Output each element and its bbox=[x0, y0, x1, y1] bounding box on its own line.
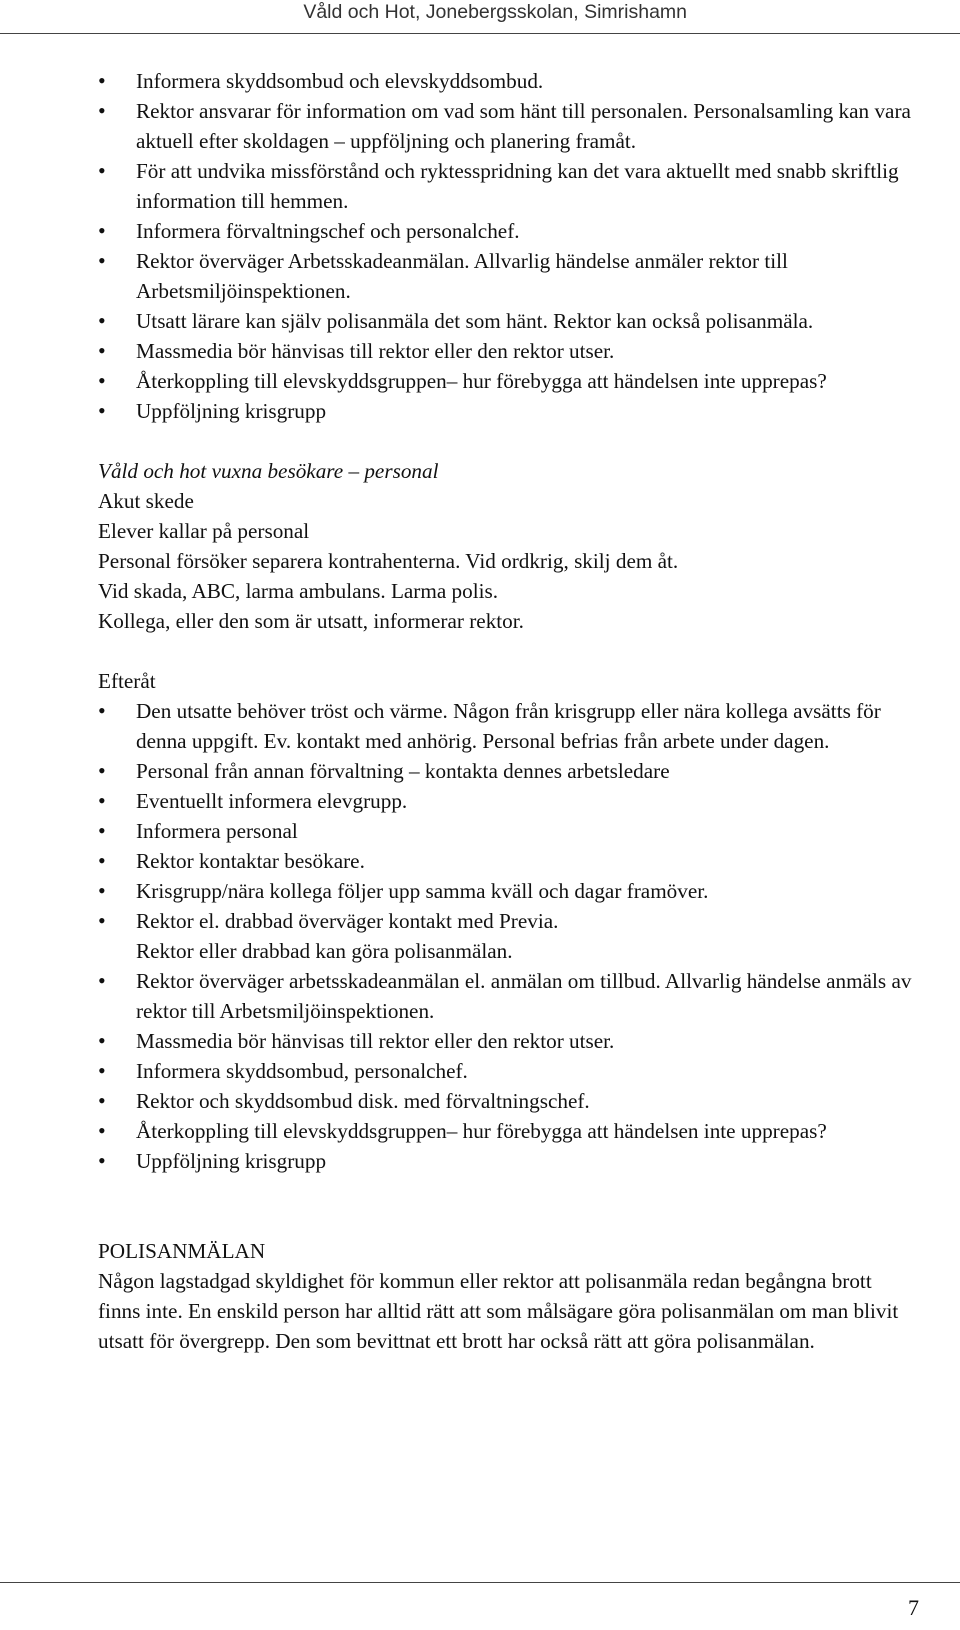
list-item bbox=[98, 906, 918, 966]
list-item: • Rektor och skyddsombud disk. med förvaltningschef. bbox=[98, 1086, 918, 1116]
list-item-text: Rektor ansvarar för information om vad som hänt till personalen. Personalsamling kan vara aktuell efter skoldagen – uppföljning och planering framåt. bbox=[136, 99, 911, 153]
list-item: • Uppföljning krisgrupp bbox=[98, 396, 918, 426]
list-item-text: Rektor eller drabbad kan göra polisanmälan. bbox=[136, 939, 513, 963]
section-heading-polisanmalan: POLISANMÄLAN bbox=[98, 1239, 266, 1263]
list-item bbox=[98, 96, 918, 156]
section2-line: Kollega, eller den som är utsatt, informerar rektor. bbox=[98, 609, 524, 633]
list-item: • Informera personal bbox=[98, 816, 918, 846]
spacer bbox=[98, 636, 918, 666]
page-header bbox=[0, 0, 960, 50]
section3-list bbox=[98, 696, 918, 1176]
list-item: • Uppföljning krisgrupp bbox=[98, 1146, 918, 1176]
header-divider bbox=[0, 33, 960, 34]
list-item: • Krisgrupp/nära kollega följer upp samma kväll och dagar framöver. bbox=[98, 876, 918, 906]
list-item: • Den utsatte behöver tröst och värme. Någon från krisgrupp eller nära kollega avsätts för denna uppgift. Ev. kontakt med anhörig. Personal befrias från arbete under dagen. bbox=[98, 696, 918, 756]
page-number: 7 bbox=[908, 1595, 919, 1620]
document-body bbox=[98, 66, 918, 1356]
running-header-title: Våld och Hot, Jonebergsskolan, Simrishamn bbox=[303, 1, 687, 23]
list-item: • Informera skyddsombud, personalchef. bbox=[98, 1056, 918, 1086]
footer-divider bbox=[0, 1582, 960, 1583]
list-item: • Informera förvaltningschef och personalchef. bbox=[98, 216, 918, 246]
list-item-text: • Rektor el. drabbad överväger kontakt med Previa. bbox=[136, 909, 559, 933]
section2-line: Vid skada, ABC, larma ambulans. Larma polis. bbox=[98, 579, 499, 603]
list-item: • Återkoppling till elevskyddsgruppen– hur förebygga att händelsen inte upprepas? bbox=[98, 1116, 918, 1146]
list-item: • Informera skyddsombud och elevskyddsombud. bbox=[98, 66, 918, 96]
list-item: • Rektor överväger Arbetsskadeanmälan. Allvarlig händelse anmäler rektor till Arbetsmiljöinspektionen. bbox=[98, 246, 918, 306]
spacer bbox=[98, 426, 918, 456]
list-item: • Personal från annan förvaltning – kontakta dennes arbetsledare bbox=[98, 756, 918, 786]
list-item: • Rektor överväger arbetsskadeanmälan el. anmälan om tillbud. Allvarlig händelse anmäls av rektor till Arbetsmiljöinspektionen. bbox=[98, 966, 918, 1026]
polisanmalan-paragraph: Någon lagstadgad skyldighet för kommun eller rektor att polisanmäla redan begångna brott finns inte. En enskild person har alltid rätt att som målsägare göra polisanmälan om man blivit utsatt för övergrepp. Den som bevittnat ett brott har också rätt att göra polisanmälan. bbox=[98, 1269, 899, 1353]
section-heading-vuxna-besokare: Våld och hot vuxna besökare – personal bbox=[98, 459, 439, 483]
section2-line: Elever kallar på personal bbox=[98, 519, 310, 543]
list-item: • Utsatt lärare kan själv polisanmäla det som hänt. Rektor kan också polisanmäla. bbox=[98, 306, 918, 336]
section2-line: Akut skede bbox=[98, 489, 194, 513]
list-item: • Eventuellt informera elevgrupp. bbox=[98, 786, 918, 816]
list-item: • För att undvika missförstånd och ryktesspridning kan det vara aktuellt med snabb skriftlig information till hemmen. bbox=[98, 156, 918, 216]
section-heading-efterat: Efteråt bbox=[98, 669, 156, 693]
spacer bbox=[98, 1176, 918, 1236]
list-item: • Massmedia bör hänvisas till rektor eller den rektor utser. bbox=[98, 1026, 918, 1056]
list-item: • Återkoppling till elevskyddsgruppen– hur förebygga att händelsen inte upprepas? bbox=[98, 366, 918, 396]
section2-line: Personal försöker separera kontrahenterna. Vid ordkrig, skilj dem åt. bbox=[98, 549, 679, 573]
list-item: • Massmedia bör hänvisas till rektor eller den rektor utser. bbox=[98, 336, 918, 366]
section1-list bbox=[98, 66, 918, 426]
list-item: • Rektor kontaktar besökare. bbox=[98, 846, 918, 876]
